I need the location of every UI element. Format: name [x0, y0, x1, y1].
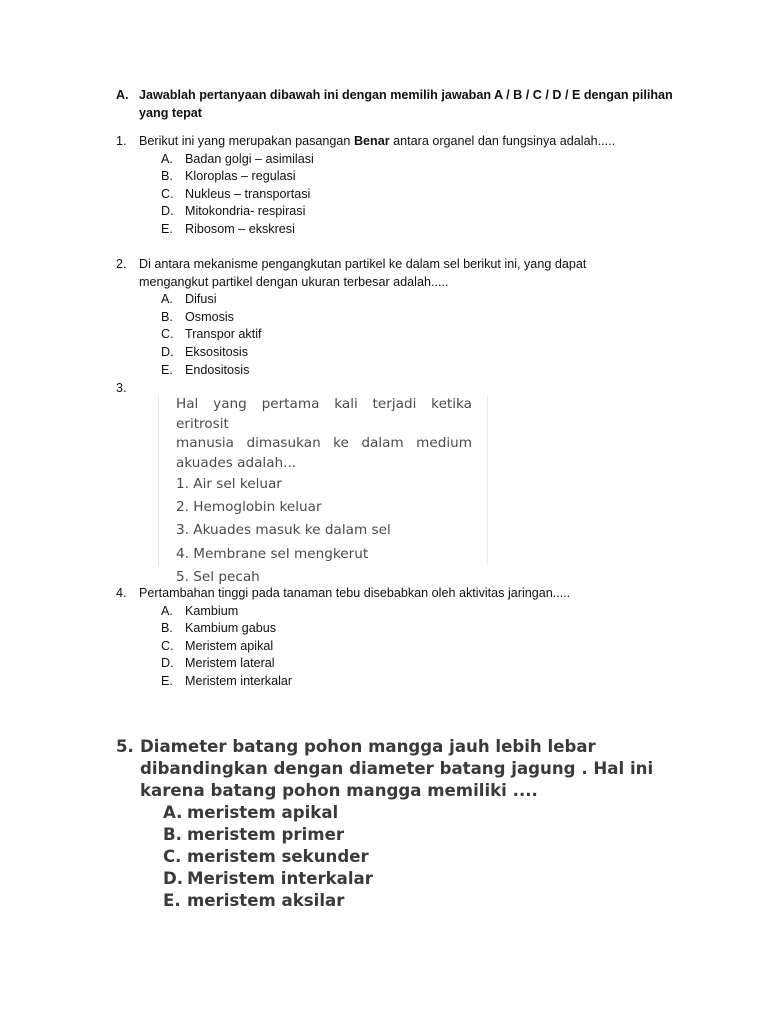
question-3-image	[158, 395, 488, 585]
image-item: 5. Sel pecah	[176, 568, 260, 585]
option-e	[163, 890, 716, 912]
option-text: Ribosom – ekskresi	[185, 221, 295, 236]
option-e	[161, 673, 676, 691]
option-letter: C.	[161, 638, 174, 653]
option-a	[161, 151, 676, 169]
option-letter: A.	[161, 603, 173, 618]
option-text: Badan golgi – asimilasi	[185, 151, 314, 166]
option-letter: D.	[161, 344, 174, 359]
option-letter: E.	[163, 891, 181, 910]
option-c	[161, 638, 676, 656]
option-b	[161, 309, 676, 327]
option-c	[163, 846, 716, 868]
option-text: Eksositosis	[185, 344, 248, 359]
option-text: meristem apikal	[187, 803, 339, 822]
option-letter: D.	[161, 204, 174, 219]
option-d	[161, 655, 676, 673]
option-list	[161, 151, 676, 239]
option-letter: B.	[163, 825, 182, 844]
option-b	[161, 168, 676, 186]
option-letter: A.	[163, 803, 183, 822]
option-text: Nukleus – transportasi	[185, 186, 311, 201]
stem-line: Di antara mekanisme pengangkutan partikel ke dalam sel berikut ini, yang dapat	[139, 257, 587, 271]
image-stem-line: manusia dimasukan ke dalam medium	[176, 435, 472, 451]
option-text: Mitokondria- respirasi	[185, 204, 306, 219]
option-letter: C.	[161, 186, 174, 201]
image-stem-line: akuades adalah...	[176, 454, 297, 471]
option-text: Kambium gabus	[185, 621, 277, 636]
stem-emphasis: Benar	[353, 134, 390, 148]
option-text: Meristem interkalar	[185, 673, 293, 688]
option-d	[163, 868, 716, 890]
instruction-line-2: yang tepat	[139, 105, 202, 120]
option-letter: B.	[161, 169, 173, 184]
option-text: meristem primer	[187, 825, 345, 844]
question-stem	[139, 256, 676, 291]
option-d	[161, 344, 676, 362]
image-stem-line: Hal yang pertama kali terjadi ketika eritrosit	[176, 396, 472, 432]
option-letter: A.	[161, 292, 173, 307]
question-4	[116, 585, 676, 691]
option-d	[161, 203, 676, 221]
option-letter: C.	[161, 327, 174, 342]
option-a	[161, 603, 676, 621]
option-text: Kambium	[185, 603, 239, 618]
option-e	[161, 362, 676, 380]
option-text: Meristem apikal	[185, 638, 274, 653]
option-c	[161, 326, 676, 344]
instruction-label: A.	[116, 88, 129, 102]
option-letter: E.	[161, 673, 173, 688]
option-letter: A.	[161, 151, 173, 166]
option-b	[163, 824, 716, 846]
stem-text: Berikut ini yang merupakan pasangan	[139, 134, 354, 148]
option-a	[163, 802, 716, 824]
option-text: Meristem lateral	[185, 656, 275, 671]
stem-line: Diameter batang pohon mangga jauh lebih lebar	[140, 737, 596, 756]
question-1	[116, 133, 676, 239]
option-letter: D.	[163, 869, 184, 888]
stem-line: mengangkut partikel dengan ukuran terbesar adalah.....	[139, 274, 449, 289]
question-stem: Pertambahan tinggi pada tanaman tebu disebabkan oleh aktivitas jaringan.....	[139, 586, 571, 600]
stem-line: dibandingkan dengan diameter batang jagung . Hal ini	[140, 759, 654, 778]
question-number: 3.	[116, 381, 127, 395]
option-letter: E.	[161, 221, 173, 236]
question-5	[116, 736, 716, 912]
option-text: Endositosis	[185, 362, 250, 377]
option-letter: D.	[161, 656, 174, 671]
instruction-line-1: Jawablah pertanyaan dibawah ini dengan memilih jawaban A / B / C / D / E dengan pilihan	[139, 88, 673, 102]
option-text: Osmosis	[185, 309, 234, 324]
option-letter: C.	[163, 847, 182, 866]
option-text: Transpor aktif	[185, 327, 262, 342]
option-text: meristem aksilar	[187, 891, 345, 910]
option-c	[161, 186, 676, 204]
option-a	[161, 291, 676, 309]
option-e	[161, 221, 676, 239]
option-text: Meristem interkalar	[187, 869, 373, 888]
question-number: 2.	[116, 257, 127, 271]
option-letter: E.	[161, 362, 173, 377]
instruction	[116, 87, 676, 122]
option-list	[161, 603, 676, 691]
option-letter: B.	[161, 309, 173, 324]
question-stem	[139, 133, 676, 151]
image-text	[176, 395, 472, 589]
image-item: 3. Akuades masuk ke dalam sel	[176, 522, 391, 539]
stem-text: antara organel dan fungsinya adalah.....	[389, 134, 616, 148]
question-number: 4.	[116, 586, 127, 600]
option-letter: B.	[161, 621, 173, 636]
stem-line: karena batang pohon mangga memiliki ....	[140, 781, 538, 800]
question-2	[116, 256, 676, 379]
image-item: 1. Air sel keluar	[176, 476, 282, 492]
question-number: 1.	[116, 134, 127, 148]
option-text: Difusi	[185, 292, 217, 307]
image-item: 4. Membrane sel mengkerut	[176, 545, 369, 562]
option-list	[161, 291, 676, 379]
option-text: Kloroplas – regulasi	[185, 169, 296, 184]
option-text: meristem sekunder	[187, 847, 369, 866]
question-number: 5.	[116, 737, 134, 756]
option-list	[163, 802, 716, 912]
option-b	[161, 620, 676, 638]
image-item: 2. Hemoglobin keluar	[176, 499, 322, 516]
question-stem	[140, 736, 716, 802]
